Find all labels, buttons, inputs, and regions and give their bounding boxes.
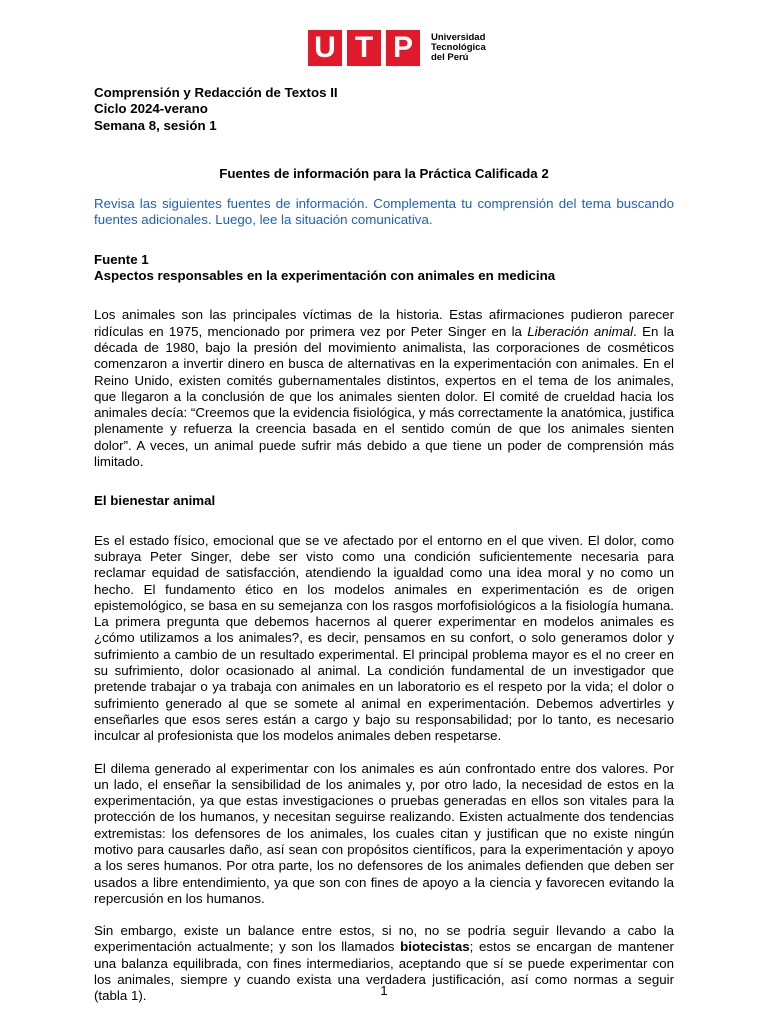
paragraph-4-part-a: Sin embargo, existe un balance entre estos, si no, no se podría seguir llevando a cabo la experimentación actualmente; y son los llamados bbox=[94, 923, 674, 955]
document-title: Fuentes de información para la Práctica Calificada 2 bbox=[219, 165, 549, 181]
paragraph-2: Es el estado físico, emocional que se ve afectado por el entorno en el que viven. El dolor, como subraya Peter Singer, debe ser visto como una condición suficientemente necesaria para reclamar equidad de satisfacción, atendiendo la igualdad como una idea moral y no como un hecho. El fundamento ético en los modelos animales en experimentación es de origen epistemológico, se basa en su semejanza con los rasgos morfofisiológicos a la fisiología humana. La primera pregunta que debemos hacernos al querer experimentar en modelos animales es ¿cómo utilizamos a los animales?, es decir, pensamos en su confort, o solo generamos dolor y sufrimiento a cambio de un resultado experimental. El principal problema mayor es el no creer en su sufrimiento, dolor ocasionado al animal. La condición fundamental de un investigador que pretende trabajar o ya trabaja con animales en un laboratorio es el respeto por la vida; el dolor o sufrimiento generado al que se somete al animal en experimentación. Debemos advertirles y enseñarles que esos seres están a cargo y bajo su responsabilidad; por lo tanto, es necesario inculcar al profesionista que los modelos animales deben respetarse. bbox=[94, 532, 674, 744]
book-title: Liberación animal bbox=[527, 323, 634, 339]
session: Semana 8, sesión 1 bbox=[94, 117, 217, 133]
source-label: Fuente 1 bbox=[94, 251, 149, 267]
intro-instructions: Revisa las siguientes fuentes de información. Complementa tu comprensión del tema buscando fuentes adicionales. Luego, lee la situación comunicativa. bbox=[94, 196, 674, 228]
paragraph-1-part-a: Los animales son las principales víctimas de la historia. Estas afirmaciones pudieron parecer ridículas en 1975, mencionado por primera vez por Peter Singer en la bbox=[94, 307, 674, 339]
page-number: 1 bbox=[380, 983, 388, 998]
paragraph-1 bbox=[94, 307, 674, 470]
cycle: Ciclo 2024-verano bbox=[94, 101, 208, 117]
logo-letter-t: T bbox=[347, 30, 381, 66]
logo-text-line-3: del Perú bbox=[431, 52, 469, 63]
subheading-bienestar: El bienestar animal bbox=[94, 493, 216, 509]
logo-university-name bbox=[431, 33, 486, 63]
paragraph-4-part-b: ; estos se encargan de mantener una balanza equilibrada, con fines intermediarios, aceptando que sí se puede experimentar con los animales, siempre y cuando exista una verdadera justificación, así como normas a seguir (tabla 1). bbox=[94, 939, 674, 1004]
biotecistas-term: biotecistas bbox=[400, 939, 470, 955]
paragraph-1-part-b: . En la década de 1980, bajo la presión del movimiento animalista, las corporaciones de cosméticos comenzaron a invertir dinero en busca de alternativas en la experimentación con animales. En el Reino Unido, existen comités gubernamentales distintos, expertos en el tema de los animales, que llegaron a la conclusión de que los animales sienten dolor. El comité de crueldad hacia los animales decía: “Creemos que la evidencia fisiológica, y más correctamente la anatómica, justifica plenamente y refuerza la creencia basada en el sentido común de que los animales sienten dolor”. A veces, un animal puede sufrir más debido a que tiene un poder de comprensión más limitado. bbox=[94, 323, 674, 470]
document-body bbox=[94, 85, 674, 1005]
logo-letter-p: P bbox=[386, 30, 420, 66]
source-heading: Aspectos responsables en la experimentación con animales en medicina bbox=[94, 268, 556, 284]
paragraph-3: El dilema generado al experimentar con los animales es aún confrontado entre dos valores. Por un lado, el enseñar la sensibilidad de los animales y, por otro lado, la necesidad de estos en la experimentación, ya que estas investigaciones o pruebas generadas en ellos son vitales para la protección de los humanos, y necesitan seguirse realizando. Existen actualmente dos tendencias extremistas: los defensores de los animales, los cuales citan y justifican que no existe ningún motivo para causarles daño, así sean con propósitos científicos, para la experimentación y apoyo a los seres humanos. Por otra parte, los no defensores de los animales defienden que deben ser usados a libre entendimiento, ya que son con fines de apoyo a la ciencia y favorecen evitando la repercusión en los humanos. bbox=[94, 760, 674, 906]
logo-text-line-1: Universidad bbox=[431, 32, 486, 43]
logo-letter-u: U bbox=[308, 30, 342, 66]
logo-text-line-2: Tecnológica bbox=[431, 42, 486, 53]
utp-logo bbox=[308, 30, 486, 66]
course-name: Comprensión y Redacción de Textos II bbox=[94, 85, 338, 100]
